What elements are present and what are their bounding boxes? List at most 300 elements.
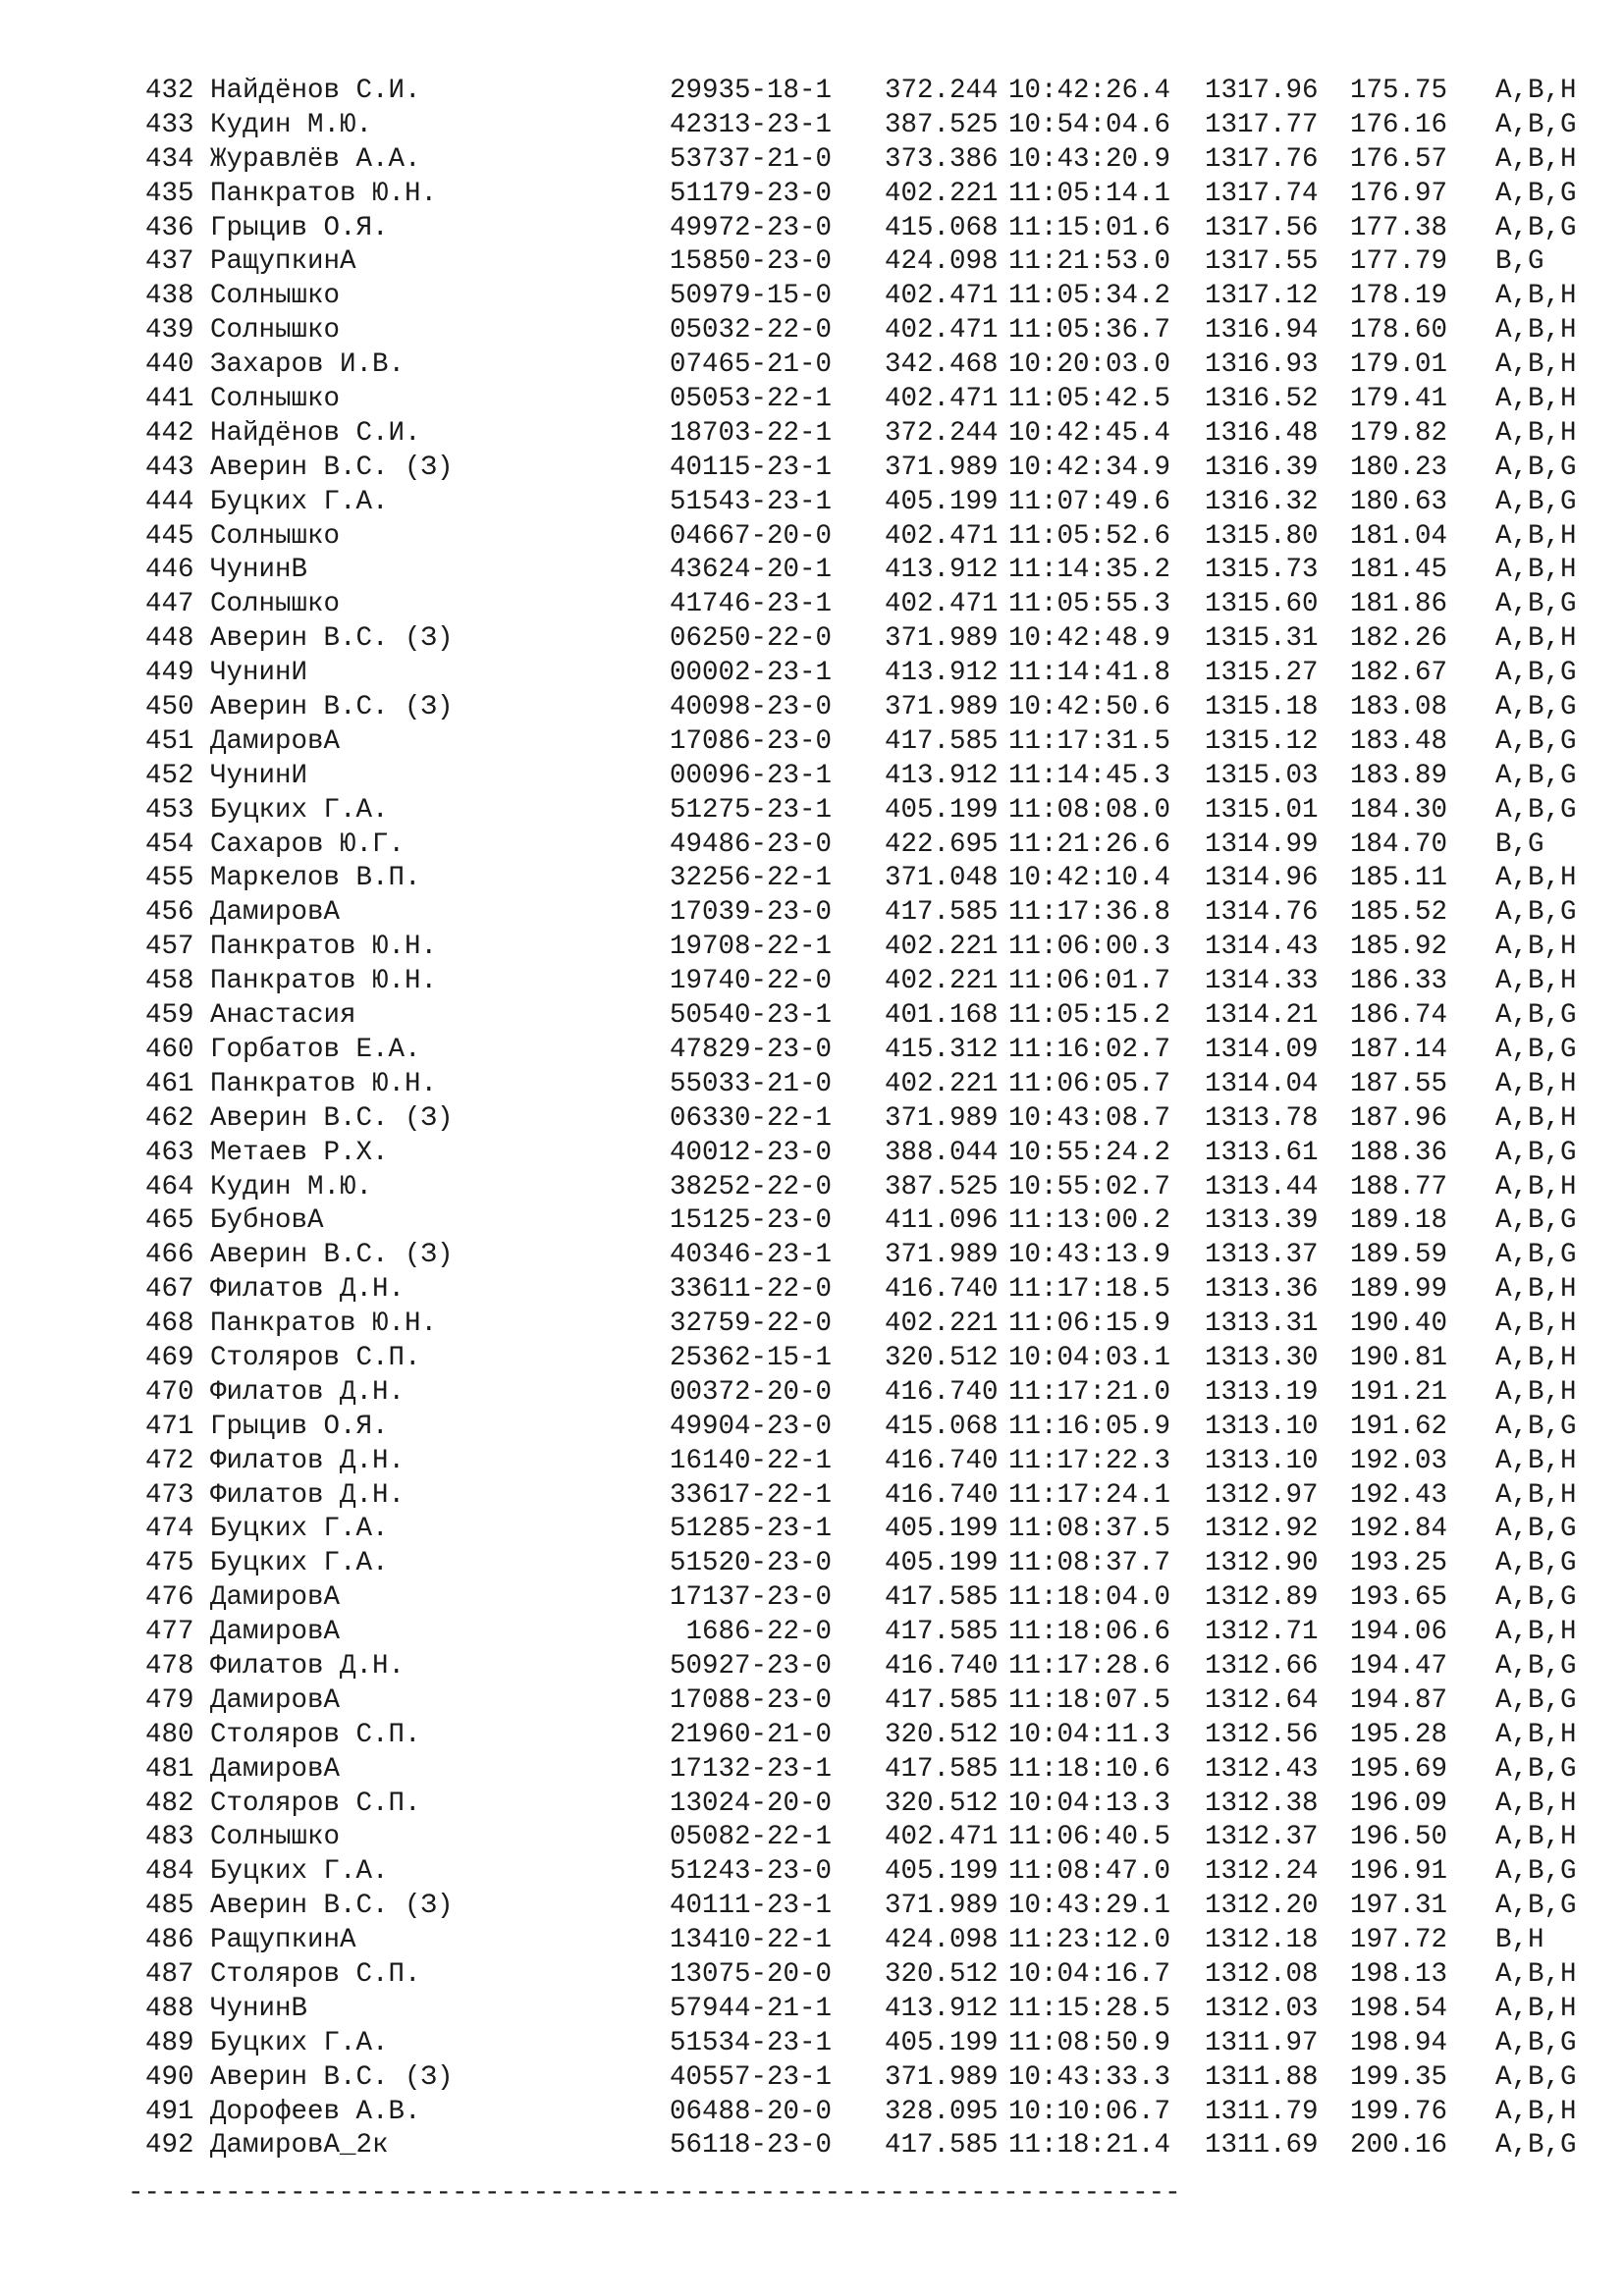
speed: 1311.79 <box>1205 2096 1319 2127</box>
participant-name: Аверин В.С. (З) <box>210 623 454 655</box>
distance: 328.095 <box>885 2096 999 2127</box>
table-row <box>145 1273 1613 1308</box>
ring-number: 43624-20-1 <box>669 555 832 586</box>
arrival-time: 11:08:47.0 <box>1008 1856 1171 1888</box>
ring-number: 15850-23-0 <box>669 246 832 278</box>
points: 187.55 <box>1350 1068 1448 1099</box>
arrival-time: 11:06:01.7 <box>1008 966 1171 997</box>
participant-name: Аверин В.С. (З) <box>210 1891 454 1922</box>
rank: 445 <box>145 520 194 552</box>
speed: 1312.24 <box>1205 1856 1319 1888</box>
categories: A,B,G <box>1495 1684 1577 1716</box>
table-row <box>145 1788 1613 1822</box>
points: 192.84 <box>1350 1514 1448 1545</box>
distance: 402.471 <box>885 520 999 552</box>
table-row <box>145 280 1613 314</box>
points: 200.16 <box>1350 2130 1448 2162</box>
distance: 342.468 <box>885 349 999 381</box>
distance: 415.068 <box>885 212 999 243</box>
categories: A,B,H <box>1495 76 1577 106</box>
categories: A,B,G <box>1495 1548 1577 1579</box>
points: 190.81 <box>1350 1342 1448 1373</box>
table-row <box>145 725 1613 760</box>
distance: 402.221 <box>885 1068 999 1099</box>
speed: 1312.08 <box>1205 1958 1319 1990</box>
speed: 1311.88 <box>1205 2061 1319 2093</box>
table-row <box>145 1650 1613 1684</box>
distance: 402.221 <box>885 966 999 997</box>
speed: 1312.56 <box>1205 1719 1319 1750</box>
rank: 435 <box>145 178 194 209</box>
distance: 402.471 <box>885 315 999 347</box>
rank: 437 <box>145 246 194 278</box>
rank: 459 <box>145 1000 194 1032</box>
points: 175.75 <box>1350 76 1448 106</box>
participant-name: Филатов Д.Н. <box>210 1376 406 1408</box>
categories: A,B,H <box>1495 1308 1577 1340</box>
table-row <box>145 245 1613 280</box>
categories: A,B,H <box>1495 417 1577 449</box>
table-row <box>145 1581 1613 1616</box>
table-row <box>145 794 1613 828</box>
participant-name: Панкратов Ю.Н. <box>210 932 438 963</box>
table-row <box>145 348 1613 383</box>
speed: 1314.96 <box>1205 863 1319 894</box>
arrival-time: 11:06:05.7 <box>1008 1068 1171 1099</box>
arrival-time: 11:16:02.7 <box>1008 1034 1171 1065</box>
distance: 422.695 <box>885 828 999 860</box>
rank: 466 <box>145 1240 194 1271</box>
distance: 371.989 <box>885 623 999 655</box>
distance: 320.512 <box>885 1342 999 1373</box>
table-row <box>145 417 1613 452</box>
arrival-time: 11:17:24.1 <box>1008 1479 1171 1511</box>
arrival-time: 11:18:21.4 <box>1008 2130 1171 2162</box>
rank: 436 <box>145 212 194 243</box>
points: 193.25 <box>1350 1548 1448 1579</box>
participant-name: Буцких Г.А. <box>210 486 389 517</box>
ring-number: 05053-22-1 <box>669 384 832 415</box>
points: 178.60 <box>1350 315 1448 347</box>
arrival-time: 11:08:37.7 <box>1008 1548 1171 1579</box>
ring-number: 40346-23-1 <box>669 1240 832 1271</box>
ring-number: 06488-20-0 <box>669 2096 832 2127</box>
categories: A,B,G <box>1495 452 1577 483</box>
points: 191.62 <box>1350 1411 1448 1442</box>
rank: 454 <box>145 828 194 860</box>
categories: A,B,G <box>1495 178 1577 209</box>
speed: 1315.27 <box>1205 658 1319 689</box>
categories: A,B,G <box>1495 725 1577 757</box>
table-row <box>145 212 1613 246</box>
categories: A,B,G <box>1495 2027 1577 2058</box>
speed: 1314.43 <box>1205 932 1319 963</box>
points: 195.28 <box>1350 1719 1448 1750</box>
categories: A,B,H <box>1495 1171 1577 1202</box>
table-row <box>145 1821 1613 1855</box>
arrival-time: 11:18:06.6 <box>1008 1617 1171 1648</box>
table-row <box>145 760 1613 794</box>
rank: 444 <box>145 486 194 517</box>
table-row <box>145 2027 1613 2061</box>
speed: 1313.61 <box>1205 1137 1319 1168</box>
points: 185.11 <box>1350 863 1448 894</box>
points: 186.33 <box>1350 966 1448 997</box>
participant-name: РащупкинА <box>210 1925 356 1956</box>
table-row <box>145 109 1613 143</box>
rank: 465 <box>145 1205 194 1237</box>
ring-number: 06250-22-0 <box>669 623 832 655</box>
table-row <box>145 143 1613 178</box>
distance: 417.585 <box>885 1684 999 1716</box>
rank: 479 <box>145 1684 194 1716</box>
table-row <box>145 2129 1613 2163</box>
ring-number: 00096-23-1 <box>669 760 832 791</box>
participant-name: БубновА <box>210 1205 324 1237</box>
ring-number: 29935-18-1 <box>669 76 832 106</box>
participant-name: Кудин М.Ю. <box>210 109 373 140</box>
table-row <box>145 1445 1613 1479</box>
categories: A,B,G <box>1495 1856 1577 1888</box>
rank: 455 <box>145 863 194 894</box>
table-row <box>145 520 1613 555</box>
distance: 405.199 <box>885 1548 999 1579</box>
categories: B,G <box>1495 246 1544 278</box>
arrival-time: 11:05:36.7 <box>1008 315 1171 347</box>
distance: 387.525 <box>885 1171 999 1202</box>
categories: A,B,G <box>1495 2130 1577 2162</box>
rank: 486 <box>145 1925 194 1956</box>
participant-name: ДамировА_2к <box>210 2130 389 2162</box>
points: 198.54 <box>1350 1993 1448 2024</box>
speed: 1315.31 <box>1205 623 1319 655</box>
rank: 491 <box>145 2096 194 2127</box>
arrival-time: 10:42:50.6 <box>1008 692 1171 723</box>
points: 188.36 <box>1350 1137 1448 1168</box>
speed: 1317.56 <box>1205 212 1319 243</box>
distance: 411.096 <box>885 1205 999 1237</box>
distance: 372.244 <box>885 76 999 106</box>
distance: 402.471 <box>885 281 999 312</box>
participant-name: Аверин В.С. (З) <box>210 1102 454 1134</box>
arrival-time: 11:15:28.5 <box>1008 1993 1171 2024</box>
speed: 1313.39 <box>1205 1205 1319 1237</box>
table-row <box>145 1855 1613 1890</box>
speed: 1312.66 <box>1205 1650 1319 1682</box>
categories: A,B,H <box>1495 555 1577 586</box>
arrival-time: 11:23:12.0 <box>1008 1925 1171 1956</box>
speed: 1315.60 <box>1205 589 1319 620</box>
table-row <box>145 383 1613 417</box>
rank: 472 <box>145 1445 194 1476</box>
ring-number: 17132-23-1 <box>669 1753 832 1785</box>
ring-number: 50540-23-1 <box>669 1000 832 1032</box>
arrival-time: 11:14:45.3 <box>1008 760 1171 791</box>
speed: 1313.19 <box>1205 1376 1319 1408</box>
rank: 442 <box>145 417 194 449</box>
ring-number: 21960-21-0 <box>669 1719 832 1750</box>
distance: 371.989 <box>885 2061 999 2093</box>
arrival-time: 11:18:10.6 <box>1008 1753 1171 1785</box>
speed: 1313.30 <box>1205 1342 1319 1373</box>
ring-number: 56118-23-0 <box>669 2130 832 2162</box>
speed: 1315.12 <box>1205 725 1319 757</box>
ring-number: 1686-22-0 <box>685 1617 832 1648</box>
table-row <box>145 1376 1613 1411</box>
speed: 1316.39 <box>1205 452 1319 483</box>
participant-name: Грыцив О.Я. <box>210 212 389 243</box>
arrival-time: 10:42:48.9 <box>1008 623 1171 655</box>
distance: 371.048 <box>885 863 999 894</box>
speed: 1313.44 <box>1205 1171 1319 1202</box>
points: 184.30 <box>1350 794 1448 826</box>
speed: 1314.33 <box>1205 966 1319 997</box>
arrival-time: 11:06:15.9 <box>1008 1308 1171 1340</box>
distance: 371.989 <box>885 1891 999 1922</box>
distance: 402.471 <box>885 384 999 415</box>
participant-name: ДамировА <box>210 1684 341 1716</box>
distance: 371.989 <box>885 692 999 723</box>
points: 197.72 <box>1350 1925 1448 1956</box>
arrival-time: 11:21:53.0 <box>1008 246 1171 278</box>
speed: 1312.71 <box>1205 1617 1319 1648</box>
table-row <box>145 554 1613 588</box>
rank: 488 <box>145 1993 194 2024</box>
results-table <box>145 75 1613 2163</box>
speed: 1312.92 <box>1205 1514 1319 1545</box>
points: 185.92 <box>1350 932 1448 963</box>
categories: A,B,H <box>1495 1376 1577 1408</box>
speed: 1312.20 <box>1205 1891 1319 1922</box>
points: 176.16 <box>1350 109 1448 140</box>
ring-number: 19740-22-0 <box>669 966 832 997</box>
participant-name: Столяров С.П. <box>210 1958 421 1990</box>
arrival-time: 10:43:08.7 <box>1008 1102 1171 1134</box>
participant-name: Филатов Д.Н. <box>210 1445 406 1476</box>
speed: 1312.03 <box>1205 1993 1319 2024</box>
speed: 1315.80 <box>1205 520 1319 552</box>
points: 194.87 <box>1350 1684 1448 1716</box>
participant-name: Горбатов Е.А. <box>210 1034 421 1065</box>
categories: A,B,G <box>1495 1000 1577 1032</box>
ring-number: 50979-15-0 <box>669 281 832 312</box>
arrival-time: 11:18:07.5 <box>1008 1684 1171 1716</box>
table-row <box>145 2096 1613 2130</box>
categories: A,B,H <box>1495 143 1577 175</box>
ring-number: 49486-23-0 <box>669 828 832 860</box>
ring-number: 57944-21-1 <box>669 1993 832 2024</box>
points: 192.03 <box>1350 1445 1448 1476</box>
participant-name: Солнышко <box>210 1822 341 1853</box>
ring-number: 51179-23-0 <box>669 178 832 209</box>
speed: 1311.97 <box>1205 2027 1319 2058</box>
arrival-time: 10:20:03.0 <box>1008 349 1171 381</box>
participant-name: Солнышко <box>210 520 341 552</box>
rank: 440 <box>145 349 194 381</box>
categories: A,B,H <box>1495 2096 1577 2127</box>
arrival-time: 10:04:16.7 <box>1008 1958 1171 1990</box>
rank: 482 <box>145 1788 194 1819</box>
speed: 1313.37 <box>1205 1240 1319 1271</box>
distance: 424.098 <box>885 246 999 278</box>
speed: 1314.09 <box>1205 1034 1319 1065</box>
distance: 402.471 <box>885 1822 999 1853</box>
ring-number: 05032-22-0 <box>669 315 832 347</box>
speed: 1315.01 <box>1205 794 1319 826</box>
rank: 487 <box>145 1958 194 1990</box>
arrival-time: 11:17:31.5 <box>1008 725 1171 757</box>
ring-number: 51543-23-1 <box>669 486 832 517</box>
arrival-time: 11:17:36.8 <box>1008 897 1171 929</box>
ring-number: 00002-23-1 <box>669 658 832 689</box>
ring-number: 17086-23-0 <box>669 725 832 757</box>
participant-name: Найдёнов С.И. <box>210 76 421 106</box>
categories: A,B,G <box>1495 109 1577 140</box>
speed: 1317.77 <box>1205 109 1319 140</box>
distance: 320.512 <box>885 1958 999 1990</box>
rank: 451 <box>145 725 194 757</box>
participant-name: Филатов Д.Н. <box>210 1650 406 1682</box>
rank: 464 <box>145 1171 194 1202</box>
points: 187.14 <box>1350 1034 1448 1065</box>
participant-name: Панкратов Ю.Н. <box>210 178 438 209</box>
ring-number: 07465-21-0 <box>669 349 832 381</box>
participant-name: ДамировА <box>210 725 341 757</box>
speed: 1313.31 <box>1205 1308 1319 1340</box>
rank: 433 <box>145 109 194 140</box>
points: 187.96 <box>1350 1102 1448 1134</box>
points: 190.40 <box>1350 1308 1448 1340</box>
rank: 461 <box>145 1068 194 1099</box>
points: 177.38 <box>1350 212 1448 243</box>
distance: 402.221 <box>885 1308 999 1340</box>
rank: 477 <box>145 1617 194 1648</box>
distance: 416.740 <box>885 1479 999 1511</box>
speed: 1316.93 <box>1205 349 1319 381</box>
distance: 424.098 <box>885 1925 999 1956</box>
arrival-time: 10:04:03.1 <box>1008 1342 1171 1373</box>
table-row <box>145 588 1613 622</box>
ring-number: 49904-23-0 <box>669 1411 832 1442</box>
points: 198.13 <box>1350 1958 1448 1990</box>
ring-number: 17137-23-0 <box>669 1582 832 1614</box>
rank: 449 <box>145 658 194 689</box>
arrival-time: 11:14:41.8 <box>1008 658 1171 689</box>
distance: 416.740 <box>885 1650 999 1682</box>
speed: 1316.94 <box>1205 315 1319 347</box>
table-row <box>145 657 1613 691</box>
ring-number: 15125-23-0 <box>669 1205 832 1237</box>
speed: 1314.99 <box>1205 828 1319 860</box>
participant-name: Метаев Р.Х. <box>210 1137 389 1168</box>
table-row <box>145 1102 1613 1137</box>
speed: 1311.69 <box>1205 2130 1319 2162</box>
distance: 417.585 <box>885 1582 999 1614</box>
participant-name: ЧунинИ <box>210 658 308 689</box>
arrival-time: 11:16:05.9 <box>1008 1411 1171 1442</box>
arrival-time: 10:10:06.7 <box>1008 2096 1171 2127</box>
points: 181.86 <box>1350 589 1448 620</box>
ring-number: 40098-23-0 <box>669 692 832 723</box>
distance: 405.199 <box>885 1514 999 1545</box>
participant-name: Кудин М.Ю. <box>210 1171 373 1202</box>
table-row <box>145 931 1613 965</box>
points: 183.89 <box>1350 760 1448 791</box>
ring-number: 38252-22-0 <box>669 1171 832 1202</box>
distance: 402.221 <box>885 932 999 963</box>
categories: A,B,G <box>1495 1411 1577 1442</box>
speed: 1313.78 <box>1205 1102 1319 1134</box>
rank: 443 <box>145 452 194 483</box>
speed: 1315.03 <box>1205 760 1319 791</box>
speed: 1313.10 <box>1205 1411 1319 1442</box>
speed: 1316.52 <box>1205 384 1319 415</box>
distance: 371.989 <box>885 1102 999 1134</box>
table-row <box>145 1547 1613 1581</box>
categories: A,B,H <box>1495 623 1577 655</box>
participant-name: Панкратов Ю.Н. <box>210 1308 438 1340</box>
participant-name: Столяров С.П. <box>210 1788 421 1819</box>
arrival-time: 10:43:13.9 <box>1008 1240 1171 1271</box>
ring-number: 47829-23-0 <box>669 1034 832 1065</box>
ring-number: 17039-23-0 <box>669 897 832 929</box>
categories: A,B,H <box>1495 863 1577 894</box>
points: 180.23 <box>1350 452 1448 483</box>
arrival-time: 10:54:04.6 <box>1008 109 1171 140</box>
categories: A,B,H <box>1495 349 1577 381</box>
arrival-time: 11:14:35.2 <box>1008 555 1171 586</box>
points: 189.99 <box>1350 1274 1448 1306</box>
points: 183.48 <box>1350 725 1448 757</box>
categories: A,B,G <box>1495 794 1577 826</box>
speed: 1317.74 <box>1205 178 1319 209</box>
rank: 434 <box>145 143 194 175</box>
participant-name: ЧунинИ <box>210 760 308 791</box>
categories: A,B,H <box>1495 281 1577 312</box>
arrival-time: 11:17:21.0 <box>1008 1376 1171 1408</box>
table-row <box>145 2061 1613 2096</box>
table-row <box>145 1993 1613 2027</box>
points: 191.21 <box>1350 1376 1448 1408</box>
ring-number: 40115-23-1 <box>669 452 832 483</box>
distance: 417.585 <box>885 897 999 929</box>
categories: A,B,H <box>1495 520 1577 552</box>
points: 196.50 <box>1350 1822 1448 1853</box>
ring-number: 17088-23-0 <box>669 1684 832 1716</box>
table-row <box>145 1308 1613 1342</box>
arrival-time: 11:08:50.9 <box>1008 2027 1171 2058</box>
categories: A,B,H <box>1495 1274 1577 1306</box>
participant-name: Буцких Г.А. <box>210 1548 389 1579</box>
table-row <box>145 862 1613 896</box>
categories: A,B,H <box>1495 1617 1577 1648</box>
distance: 320.512 <box>885 1788 999 1819</box>
table-row <box>145 1753 1613 1788</box>
table-row <box>145 999 1613 1034</box>
points: 189.18 <box>1350 1205 1448 1237</box>
participant-name: Панкратов Ю.Н. <box>210 1068 438 1099</box>
speed: 1314.21 <box>1205 1000 1319 1032</box>
table-divider: ----------------------------------------------------------------- <box>128 2178 1181 2209</box>
points: 199.35 <box>1350 2061 1448 2093</box>
participant-name: РащупкинА <box>210 246 356 278</box>
table-row <box>145 1342 1613 1376</box>
rank: 475 <box>145 1548 194 1579</box>
ring-number: 51534-23-1 <box>669 2027 832 2058</box>
rank: 432 <box>145 76 194 106</box>
arrival-time: 10:42:34.9 <box>1008 452 1171 483</box>
ring-number: 19708-22-1 <box>669 932 832 963</box>
